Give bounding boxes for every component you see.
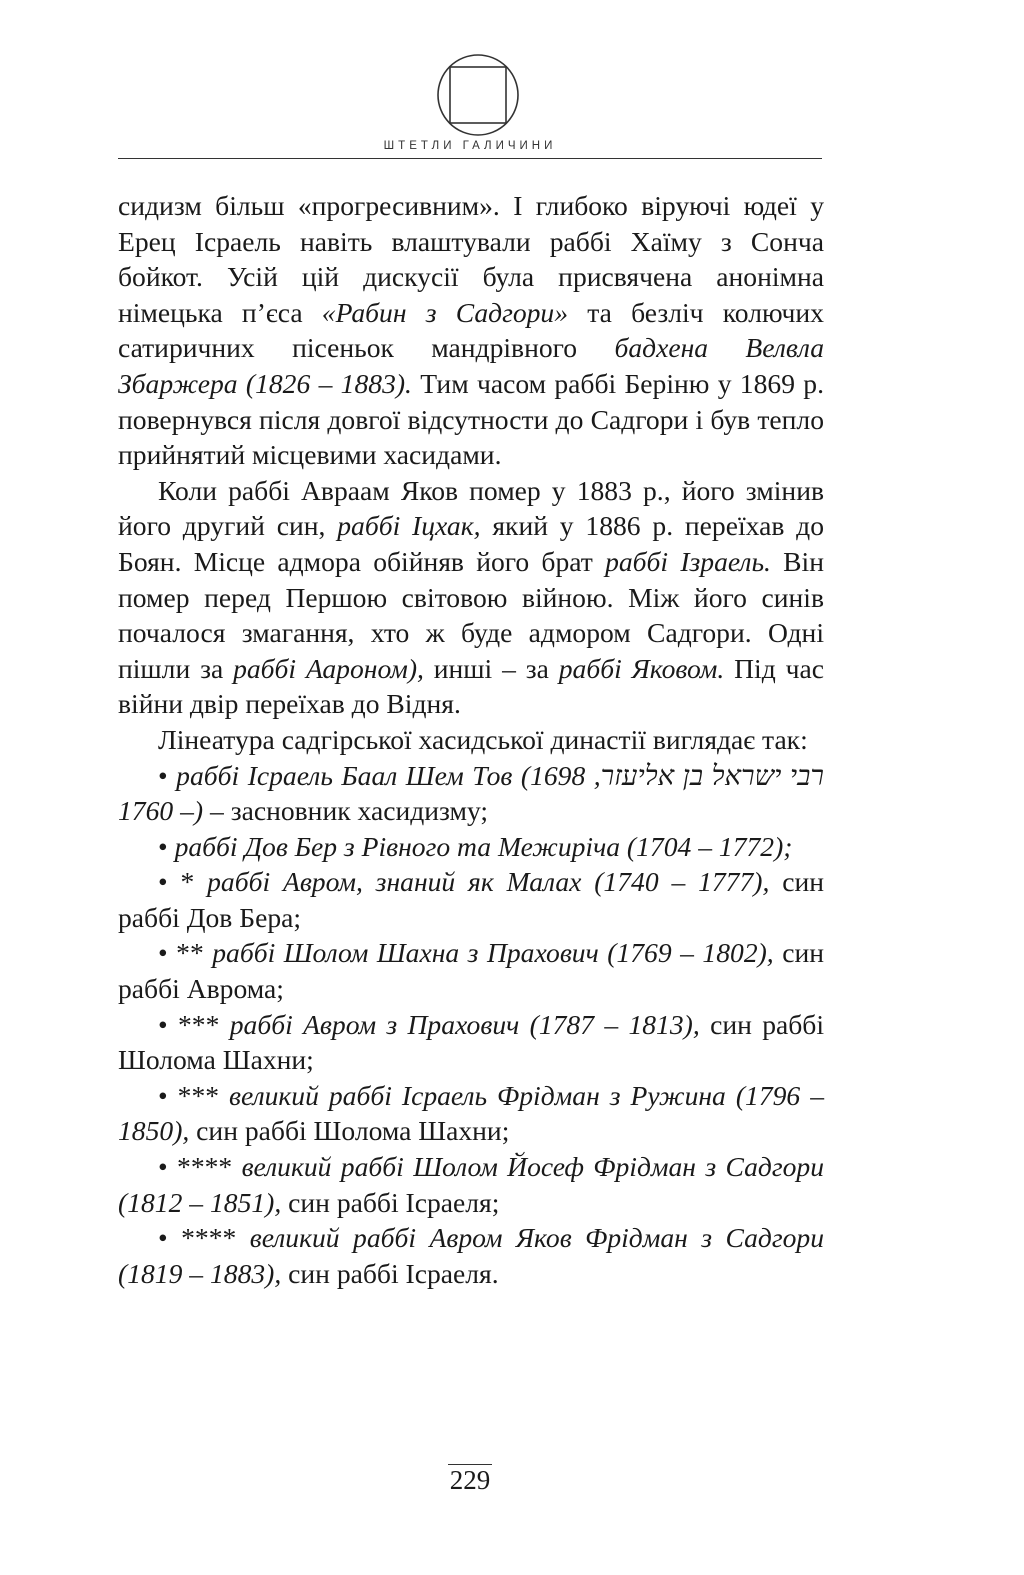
list-item: • раббі Дов Бер з Рівного та Межиріча (1704 – 1772);	[158, 830, 793, 862]
list-item: • раббі Ісраель Баал Шем Тов (רבי ישראל בן אליעזר, 1698 – 1760) – засновник хасидизму;	[118, 759, 824, 827]
list-item: • **** великий раббі Авром Яков Фрідман з Садгори (1819 – 1883), син раббі Ісраеля.	[118, 1222, 824, 1289]
list-item: • *** раббі Авром з Прахович (1787 – 1813), син раббі Шолома Шахни;	[118, 1008, 824, 1076]
page-body	[118, 188, 824, 1291]
list-item: • **** великий раббі Шолом Йосеф Фрідман з Садгори (1812 – 1851), син раббі Ісраеля;	[118, 1151, 824, 1218]
paragraph-3: Лінеатура садгірської хасидської династії виглядає так:	[158, 723, 808, 755]
emblem-circle-square-icon	[435, 52, 521, 138]
paragraph-2: Коли раббі Авраам Яков помер у 1883 р., його змінив його другий син, раббі Іцхак, який у 1886 р. переїхав до Боян. Місце адмора обійняв його брат раббі Ізраель. Він помер перед Першою світовою війною. Між його синів почалося змагання, хто ж буде адмором Садгори. Одні пішли за раббі Аароном), инші – за раббі Яковом. Під час війни двір переїхав до Відня.	[118, 474, 824, 720]
running-header: ШТЕТЛИ ГАЛИЧИНИ	[383, 140, 557, 152]
list-item: • *** великий раббі Ісраель Фрідман з Ружина (1796 – 1850), син раббі Шолома Шахни;	[118, 1079, 824, 1147]
list-item: • * раббі Авром, знаний як Малах (1740 – 1777), син раббі Дов Бера;	[118, 866, 824, 933]
paragraph-1: сидизм більш «прогресивним». І глибоко віруючі юдеї у Ерец Ісраель навіть влаштували раббі Хаїму з Сонча бойкот. Усій цій дискусії була присвячена анонімна німецька п’єса «Рабин з Садгори» та безліч колючих сатиричних пісеньок мандрівного бадхена Велвла Збаржера (1826 – 1883). Тим часом раббі Беріню у 1869 р. повернувся після довгої відсутности до Садгори і був тепло прийнятий місцевими хасидами.	[118, 190, 825, 471]
header-rule	[118, 158, 822, 159]
page-number: 229	[449, 1465, 491, 1495]
list-item: • ** раббі Шолом Шахна з Прахович (1769 – 1802), син раббі Аврома;	[118, 937, 824, 1005]
